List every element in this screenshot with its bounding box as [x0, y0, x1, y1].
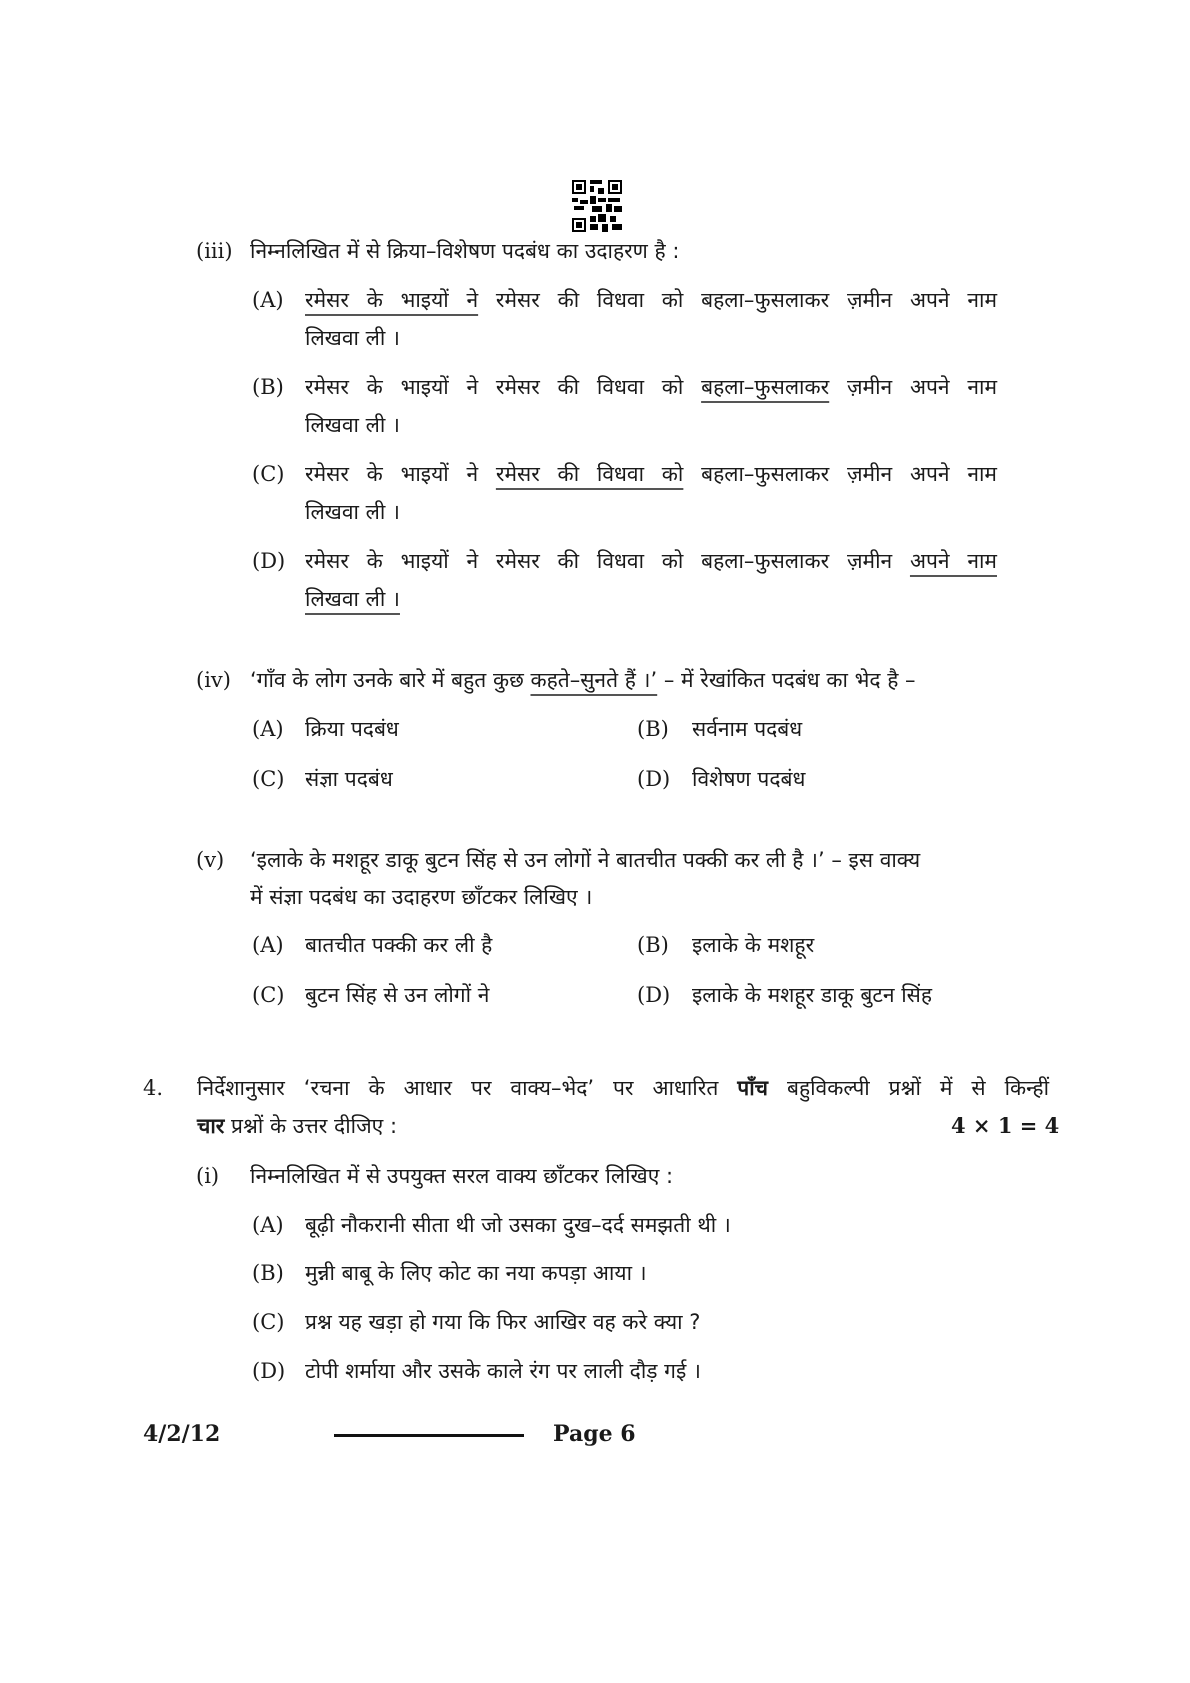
paper-code: 4/2/12	[143, 1421, 221, 1447]
page-number: Page 6	[553, 1421, 636, 1447]
option-label: (A)	[252, 1213, 284, 1237]
underlined-phrase: रमेसर की विधवा को	[495, 462, 684, 486]
option-label: (A)	[252, 717, 284, 741]
question-number: (iii)	[196, 239, 233, 263]
option-label: (D)	[252, 549, 286, 573]
qr-code-icon	[572, 180, 622, 232]
option-text: बुटन सिंह से उन लोगों ने	[305, 983, 490, 1007]
option-d-line2: लिखवा ली ।	[305, 587, 400, 611]
option-text: बातचीत पक्की कर ली है	[305, 933, 493, 957]
option-label: (C)	[252, 983, 285, 1007]
question-text-line2: में संज्ञा पदबंध का उदाहरण छाँटकर लिखिए ।	[250, 885, 593, 909]
option-label: (A)	[252, 933, 284, 957]
option-text: प्रश्न यह खड़ा हो गया कि फिर आखिर वह करे क्या ?	[305, 1310, 701, 1334]
option-c-line2: लिखवा ली ।	[305, 500, 400, 524]
option-text: इलाके के मशहूर डाकू बुटन सिंह	[692, 983, 933, 1007]
question-number: 4.	[143, 1076, 164, 1100]
option-text: इलाके के मशहूर	[692, 933, 815, 957]
option-text: मुन्नी बाबू के लिए कोट का नया कपड़ा आया ।	[305, 1261, 647, 1285]
question-4-line2: चार प्रश्नों के उत्तर दीजिए :	[197, 1114, 398, 1138]
option-label: (D)	[252, 1359, 286, 1383]
option-label: (D)	[637, 767, 671, 791]
option-text: टोपी शर्माया और उसके काले रंग पर लाली दौड़ गई ।	[305, 1359, 701, 1383]
option-d-text: रमेसर के भाइयों ने रमेसर की विधवा को बहला–फुसलाकर ज़मीन अपने नाम	[305, 549, 997, 573]
footer-rule	[334, 1434, 524, 1437]
option-b-text: रमेसर के भाइयों ने रमेसर की विधवा को बहला–फुसलाकर ज़मीन अपने नाम	[305, 375, 997, 399]
underlined-phrase: अपने नाम	[909, 549, 997, 573]
option-label: (A)	[252, 288, 284, 312]
marks: 4 × 1 = 4	[951, 1113, 1060, 1138]
option-a-line2: लिखवा ली ।	[305, 326, 400, 350]
question-number: (v)	[196, 848, 225, 872]
option-c-text: रमेसर के भाइयों ने रमेसर की विधवा को बहला–फुसलाकर ज़मीन अपने नाम	[305, 462, 997, 486]
option-text: संज्ञा पदबंध	[305, 767, 393, 791]
question-number: (iv)	[196, 668, 231, 692]
option-label: (C)	[252, 767, 285, 791]
option-label: (C)	[252, 462, 285, 486]
option-text: क्रिया पदबंध	[305, 717, 399, 741]
question-4-line1: निर्देशानुसार ‘रचना के आधार पर वाक्य–भेद’ पर आधारित पाँच बहुविकल्पी प्रश्नों में से किन्हीं	[197, 1076, 1050, 1100]
underlined-phrase: बहला–फुसलाकर	[701, 375, 830, 399]
option-label: (C)	[252, 1310, 285, 1334]
option-text: बूढ़ी नौकरानी सीता थी जो उसका दुख–दर्द समझती थी ।	[305, 1213, 731, 1237]
option-label: (B)	[637, 933, 669, 957]
underlined-phrase: कहते–सुनते हैं ।’	[530, 668, 658, 692]
question-text: निम्नलिखित में से क्रिया–विशेषण पदबंध का उदाहरण है :	[250, 239, 680, 263]
underlined-phrase: रमेसर के भाइयों ने	[305, 288, 479, 312]
option-label: (B)	[637, 717, 669, 741]
option-a-text: रमेसर के भाइयों ने रमेसर की विधवा को बहला–फुसलाकर ज़मीन अपने नाम	[305, 288, 997, 312]
question-number: (i)	[196, 1164, 220, 1188]
question-text-line1: ‘इलाके के मशहूर डाकू बुटन सिंह से उन लोगों ने बातचीत पक्की कर ली है ।’ – इस वाक्य	[250, 848, 921, 872]
question-text: ‘गाँव के लोग उनके बारे में बहुत कुछ कहते–सुनते हैं ।’ – में रेखांकित पदबंध का भेद है –	[250, 668, 916, 692]
option-text: सर्वनाम पदबंध	[692, 717, 803, 741]
option-label: (D)	[637, 983, 671, 1007]
option-label: (B)	[252, 1261, 284, 1285]
option-text: विशेषण पदबंध	[692, 767, 806, 791]
option-label: (B)	[252, 375, 284, 399]
question-text: निम्नलिखित में से उपयुक्त सरल वाक्य छाँटकर लिखिए :	[250, 1164, 674, 1188]
option-b-line2: लिखवा ली ।	[305, 413, 400, 437]
